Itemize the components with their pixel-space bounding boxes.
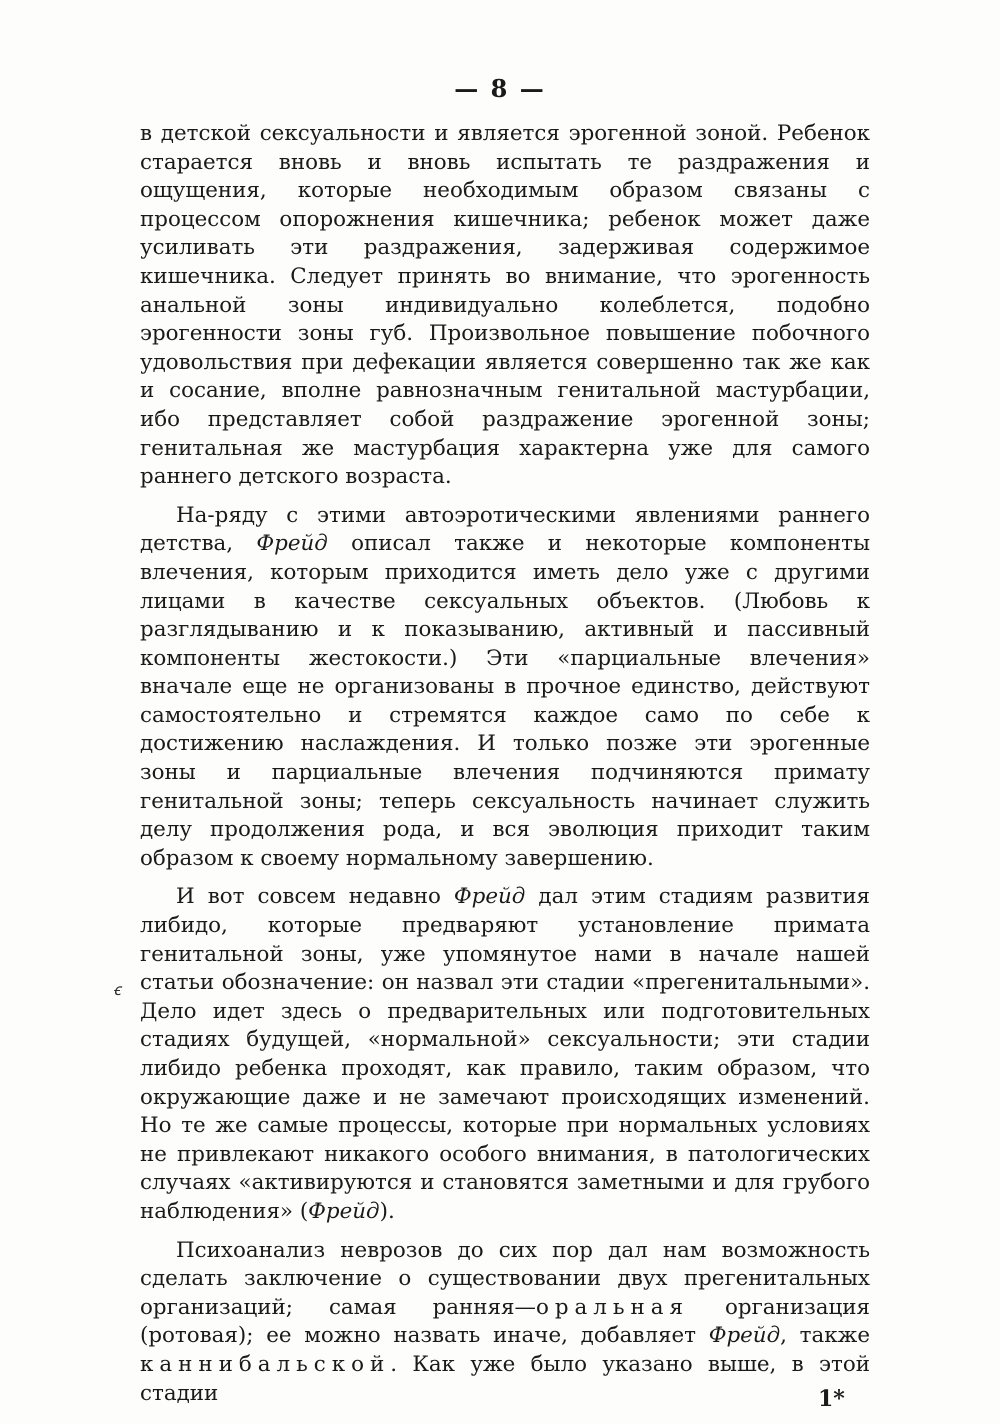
page-number: — 8 —: [454, 74, 546, 103]
margin-mark: ꞓ: [113, 980, 121, 999]
text-run: Психоанализ неврозов до сих пор дал нам возможность сделать заключение о существовании двух прегенитальных организаций; самая ранняя—: [140, 1237, 870, 1320]
emphasis-spaced: оральная: [535, 1294, 690, 1320]
text-run: в детской сексуальности и является эрогенной зоной. Ребенок старается вновь и вновь испытать те раздражения и ощущения, которые необходимым образом связаны с процессом опорожнения кишечника; ребенок может даже усиливать эти раздражения, задерживая содержимое кишечника. Следует принять во внимание, что эрогенность анальной зоны индивидуально колеблется, подобно эрогенности зоны губ. Произвольное повышение побочного удовольствия при дефекации является совершенно так же как и сосание, вполне равнозначным генитальной мастурбации, ибо представляет собой раздражение эрогенной зоны; генитальная же мастурбация характерна уже для самого раннего детского возраста.: [140, 121, 870, 490]
author-name-italic: Фрейд: [453, 884, 526, 910]
text-run: На-ряду с этими автоэротическими явлениями раннего детства,: [140, 502, 870, 557]
text-run: , также: [780, 1323, 870, 1349]
paragraph-3: [140, 883, 870, 1226]
author-name-italic: Фрейд: [308, 1198, 380, 1224]
signature-mark: 1*: [818, 1386, 845, 1412]
text-run: дал этим стадиям развития либидо, которые предваряют установление примата генитальной зоны, уже упомянутое нами в начале нашей статьи обозначение: он назвал эти стадии «прегенитальными». Дело идет здесь о предварительных или подготовительных стадиях будущей, «нормальной» сексуальности; эти стадии либидо ребенка проходят, как правило, таким образом, что окружающие даже и не замечают происходящих изменений. Но те же самые процессы, которые при нормальных условиях не привлекают никакого особого внимания, в патологических случаях «активируются и становятся заметными и для грубого наблюдения» (: [140, 884, 870, 1224]
text-run: описал также и некоторые компоненты влечения, которым приходится иметь дело уже с другими лицами в качестве сексуальных объектов. (Любовь к разглядыванию и к показыванию, активный и пассивный компоненты жестокости.) Эти «парциальные влечения» вначале еще не организованы в прочное единство, действуют самостоятельно и стремятся каждое само по себе к достижению наслаждения. И только позже эти эрогенные зоны и парциальные влечения подчиняются примату генитальной зоны; теперь сексуальность начинает служить делу продолжения рода, и вся эволюция приходит таким образом к своему нормальному завершению.: [140, 531, 870, 871]
text-run: ).: [379, 1198, 395, 1224]
paragraph-4: [140, 1237, 870, 1409]
author-name-italic: Фрейд: [256, 531, 328, 557]
text-run: . Как уже было указано выше, в этой стадии: [140, 1351, 870, 1406]
paragraph-2: [140, 502, 870, 874]
text-run: организация (ротовая); ее можно назвать иначе, добавляет: [140, 1294, 871, 1349]
text-run: И вот совсем недавно: [176, 884, 454, 910]
emphasis-spaced: каннибальской: [140, 1351, 391, 1377]
author-name-italic: Фрейд: [708, 1323, 781, 1349]
paragraph-1: [140, 120, 870, 492]
body-text: [140, 120, 870, 1418]
